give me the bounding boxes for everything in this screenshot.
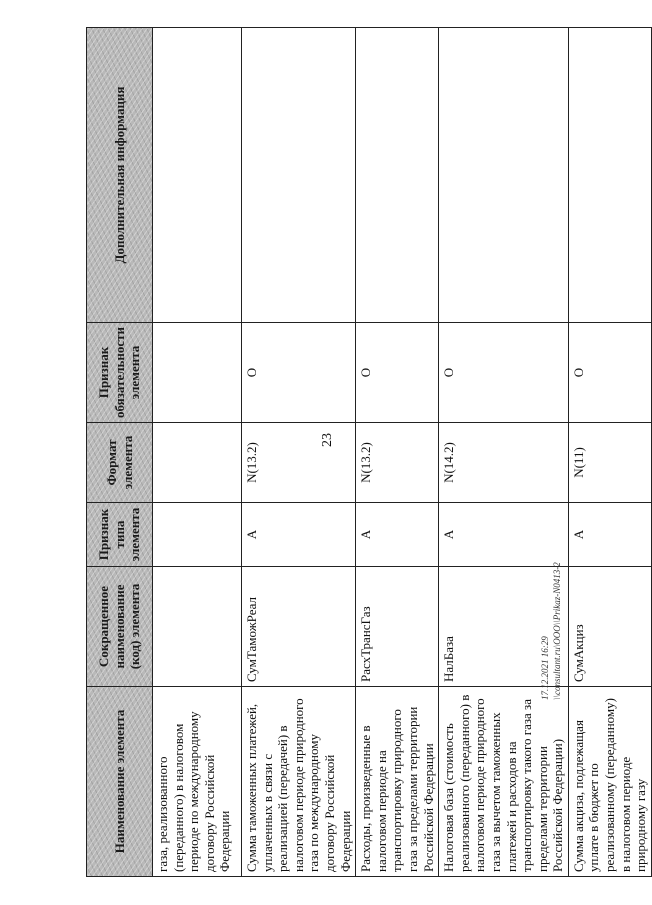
header-info: Дополнительная информация [87, 28, 153, 323]
cell-format [153, 423, 242, 503]
cell-type: А [242, 503, 356, 567]
stamp-timestamp: 17.12.2021 16:29 [540, 636, 550, 700]
cell-name: Сумма акциза, подлежащая уплате в бюджет по реализованному (переданному) в налоговом периоде природному газу [568, 687, 651, 877]
stamp-path: \\consultant.ru\OOO\\Prikaz-N0413-2 [551, 562, 562, 700]
cell-info [439, 28, 569, 323]
cell-type: А [439, 503, 569, 567]
cell-name: Сумма таможенных платежей, уплаченных в связи с реализацией (передачей) в налоговом периоде природного газа по международному договору Российской Федерации [242, 687, 356, 877]
page-number: 23 [320, 433, 335, 447]
cell-format: N(11) [568, 423, 651, 503]
cell-type: А [568, 503, 651, 567]
cell-required: О [439, 323, 569, 423]
cell-info [568, 28, 651, 323]
cell-code [153, 567, 242, 687]
table-row [568, 28, 651, 877]
table-row [356, 28, 439, 877]
cell-name: газа, реализованного (переданного) в налоговом периоде по международному договору Российской Федерации [153, 687, 242, 877]
cell-type [153, 503, 242, 567]
header-required: Признак обязательности элемента [87, 323, 153, 423]
cell-name: Расходы, произведенные в налоговом периоде на транспортировку природного газа за пределами территории Российской Федерации [356, 687, 439, 877]
print-stamp [540, 480, 563, 700]
cell-code: РасхТрансГаз [356, 567, 439, 687]
cell-code: НалБаза [439, 567, 569, 687]
cell-code: СумТаможРеал [242, 567, 356, 687]
cell-required: О [568, 323, 651, 423]
header-type: Признак типа элемента [87, 503, 153, 567]
cell-required: О [242, 323, 356, 423]
header-code: Сокращенное наименование (код) элемента [87, 567, 153, 687]
table-row [439, 28, 569, 877]
cell-format: N(13.2) [356, 423, 439, 503]
cell-info [356, 28, 439, 323]
header-name: Наименование элемента [87, 687, 153, 877]
cell-required [153, 323, 242, 423]
cell-type: А [356, 503, 439, 567]
cell-format: N(13.2) [242, 423, 356, 503]
cell-info [242, 28, 356, 323]
cell-format: N(14.2) [439, 423, 569, 503]
cell-code: СумАкциз [568, 567, 651, 687]
table-header-row [87, 28, 153, 877]
cell-info [153, 28, 242, 323]
header-format: Формат элемента [87, 423, 153, 503]
cell-name: Налоговая база (стоимость реализованного (переданного) в налоговом периоде природного газа за вычетом таможенных платежей и расходов на транспортировку такого газа за пределами территории Российской Федерации) [439, 687, 569, 877]
element-spec-table [86, 27, 652, 877]
table-row [153, 28, 242, 877]
cell-required: О [356, 323, 439, 423]
table-row [242, 28, 356, 877]
